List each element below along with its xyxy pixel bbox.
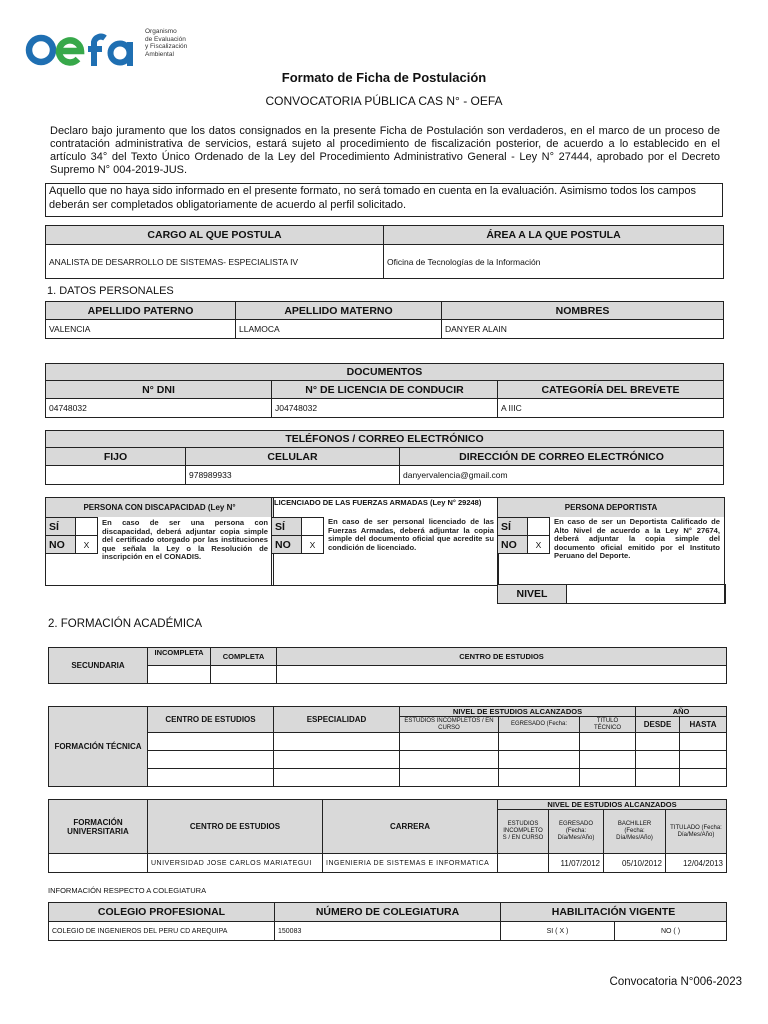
colegiatura-info: INFORMACIÓN RESPECTO A COLEGIATURA bbox=[48, 886, 207, 895]
technical-year-header: AÑO bbox=[636, 707, 727, 717]
personal-table bbox=[45, 301, 724, 339]
contact-title: TELÉFONOS / CORREO ELECTRÓNICO bbox=[46, 431, 724, 448]
disability-title: PERSONA CON DISCAPACIDAD (Ley N° bbox=[46, 498, 273, 517]
contact-table bbox=[45, 430, 724, 485]
secondary-table bbox=[48, 647, 727, 684]
armed-forces-no-label: NO bbox=[272, 536, 302, 554]
licencia-value[interactable]: J04748032 bbox=[272, 399, 498, 418]
documents-table bbox=[45, 363, 724, 418]
university-center-value[interactable]: UNIVERSIDAD JOSE CARLOS MARIATEGUI bbox=[148, 854, 323, 873]
armed-forces-title: LICENCIADO DE LAS FUERZAS ARMADAS (Ley N° 29248) bbox=[274, 498, 482, 507]
technical-specialty-header: ESPECIALIDAD bbox=[274, 707, 400, 733]
university-incomplete-value[interactable] bbox=[498, 854, 549, 873]
disability-si-mark[interactable] bbox=[76, 518, 98, 536]
numero-value[interactable]: 150083 bbox=[275, 922, 501, 941]
section-formacion-academica: 2. FORMACIÓN ACADÉMICA bbox=[48, 618, 202, 630]
technical-center-header: CENTRO DE ESTUDIOS bbox=[148, 707, 274, 733]
celular-header: CELULAR bbox=[186, 448, 400, 466]
colegio-value[interactable]: COLEGIO DE INGENIEROS DEL PERU CD AREQUIPA bbox=[49, 922, 275, 941]
brevete-header: CATEGORÍA DEL BREVETE bbox=[498, 381, 724, 399]
brevete-value[interactable]: A IIIC bbox=[498, 399, 724, 418]
athlete-no-label: NO bbox=[498, 536, 528, 554]
athlete-options bbox=[497, 517, 550, 554]
athlete-block bbox=[497, 497, 725, 604]
cargo-value[interactable]: ANALISTA DE DESARROLLO DE SISTEMAS- ESPECIALISTA IV bbox=[46, 245, 384, 279]
disability-options bbox=[45, 517, 98, 554]
athlete-level bbox=[497, 584, 726, 604]
armed-forces-options bbox=[271, 517, 324, 554]
technical-incomplete-header: ESTUDIOS INCOMPLETOS / EN CURSO bbox=[400, 717, 499, 733]
technical-table bbox=[48, 706, 727, 787]
materno-value[interactable]: LLAMOCA bbox=[236, 320, 442, 339]
disability-si-label: SÍ bbox=[46, 518, 76, 536]
celular-value[interactable]: 978989933 bbox=[186, 466, 400, 485]
technical-from-header: DESDE bbox=[636, 717, 680, 733]
area-header: ÁREA A LA QUE POSTULA bbox=[384, 226, 724, 245]
secondary-center-header: CENTRO DE ESTUDIOS bbox=[277, 648, 727, 666]
armed-forces-block bbox=[271, 497, 499, 586]
disability-block bbox=[45, 497, 274, 586]
cargo-header: CARGO AL QUE POSTULA bbox=[46, 226, 384, 245]
armed-forces-si-mark[interactable] bbox=[302, 518, 324, 536]
email-value[interactable]: danyervalencia@gmail.com bbox=[400, 466, 724, 485]
secondary-complete-value[interactable] bbox=[211, 666, 277, 684]
secondary-complete-header: COMPLETA bbox=[211, 648, 277, 666]
oefa-logo bbox=[24, 28, 194, 72]
armed-forces-si-label: SÍ bbox=[272, 518, 302, 536]
university-center-header: CENTRO DE ESTUDIOS bbox=[148, 800, 323, 854]
habilitacion-header: HABILITACIÓN VIGENTE bbox=[501, 903, 727, 922]
colegio-header: COLEGIO PROFESIONAL bbox=[49, 903, 275, 922]
armed-forces-no-mark[interactable]: X bbox=[302, 536, 324, 554]
technical-row bbox=[49, 751, 727, 769]
cargo-table bbox=[45, 225, 724, 279]
athlete-no-mark[interactable]: X bbox=[528, 536, 550, 554]
secondary-incomplete-value[interactable] bbox=[148, 666, 211, 684]
dni-header: N° DNI bbox=[46, 381, 272, 399]
athlete-level-label: NIVEL bbox=[498, 585, 567, 604]
university-graduated-value[interactable]: 11/07/2012 bbox=[549, 854, 604, 873]
oefa-org-name: Organismo de Evaluación y Fiscalización Ambiental bbox=[145, 28, 188, 58]
university-table bbox=[48, 799, 727, 873]
technical-title-header: TITULO TÉCNICO bbox=[580, 717, 636, 733]
disability-instructions: En caso de ser una persona con discapacidad, deberá adjuntar copia simple del certificado otorgado por las instituciones que señala la Ley o la Resolución de inscripción en el CONADIS. bbox=[102, 518, 268, 562]
secondary-incomplete-header: INCOMPLETA bbox=[148, 648, 211, 666]
technical-graduated-header: EGRESADO (Fecha: bbox=[499, 717, 580, 733]
athlete-level-value[interactable] bbox=[567, 585, 726, 604]
university-graduated-header: EGRESADO (Fecha: Día/Mes/Año) bbox=[549, 810, 604, 854]
university-career-header: CARRERA bbox=[323, 800, 498, 854]
university-label: FORMACIÓN UNIVERSITARIA bbox=[49, 800, 148, 854]
documents-title: DOCUMENTOS bbox=[46, 364, 724, 381]
university-career-value[interactable]: INGENIERIA DE SISTEMAS E INFORMATICA bbox=[323, 854, 498, 873]
disability-no-label: NO bbox=[46, 536, 76, 554]
email-header: DIRECCIÓN DE CORREO ELECTRÓNICO bbox=[400, 448, 724, 466]
university-incomplete-header: ESTUDIOS INCOMPLETO S / EN CURSO bbox=[498, 810, 549, 854]
secondary-center-value[interactable] bbox=[277, 666, 727, 684]
nombres-header: NOMBRES bbox=[442, 302, 724, 320]
technical-label: FORMACIÓN TÉCNICA bbox=[49, 707, 148, 787]
technical-row bbox=[49, 733, 727, 751]
disability-no-mark[interactable]: X bbox=[76, 536, 98, 554]
notice-box: Aquello que no haya sido informado en el presente formato, no será tomado en cuenta en la evaluación. Asimismo todos los campos deberán ser completados obligatoriamente de acuerdo al perfil solicitado. bbox=[45, 183, 723, 217]
oefa-logo-wordmark bbox=[24, 28, 134, 72]
paterno-header: APELLIDO PATERNO bbox=[46, 302, 236, 320]
university-level-header: NIVEL DE ESTUDIOS ALCANZADOS bbox=[498, 800, 727, 810]
university-row bbox=[49, 854, 727, 873]
declaration-text: Declaro bajo juramento que los datos consignados en la presente Ficha de Postulación son verdaderos, en el marco de un proceso de contratación administrativa de servicios, estará sujeto al procedimiento de fiscalización posterior, de acuerdo a lo establecido en el artículo 34° del Texto Único Ordenado de la Ley del Procedimiento Administrativo General - Ley N° 27444, aprobado por el Decreto Supremo N° 004-2019-JUS. bbox=[50, 125, 720, 176]
athlete-si-label: SÍ bbox=[498, 518, 528, 536]
dni-value[interactable]: 04748032 bbox=[46, 399, 272, 418]
athlete-si-mark[interactable] bbox=[528, 518, 550, 536]
footer-convocatoria: Convocatoria N°006-2023 bbox=[609, 976, 742, 988]
fijo-value[interactable] bbox=[46, 466, 186, 485]
habilitacion-si[interactable]: SI ( X ) bbox=[501, 922, 615, 941]
armed-forces-instructions: En caso de ser personal licenciado de las Fuerzas Armadas, deberá adjuntar la copia simple del documento oficial que acredite su condición de licenciado. bbox=[328, 517, 494, 552]
secondary-label: SECUNDARIA bbox=[49, 648, 148, 684]
university-titled-header: TITULADO (Fecha: Día/Mes/Año) bbox=[666, 810, 727, 854]
university-titled-value[interactable]: 12/04/2013 bbox=[666, 854, 727, 873]
section-datos-personales: 1. DATOS PERSONALES bbox=[47, 285, 174, 297]
fijo-header: FIJO bbox=[46, 448, 186, 466]
university-bachelor-header: BACHILLER (Fecha: Día/Mes/Año) bbox=[604, 810, 666, 854]
materno-header: APELLIDO MATERNO bbox=[236, 302, 442, 320]
technical-to-header: HASTA bbox=[680, 717, 727, 733]
colegiatura-table bbox=[48, 902, 727, 941]
licencia-header: N° DE LICENCIA DE CONDUCIR bbox=[272, 381, 498, 399]
habilitacion-no[interactable]: NO ( ) bbox=[615, 922, 727, 941]
page-subtitle: CONVOCATORIA PÚBLICA CAS N° - OEFA bbox=[265, 94, 503, 108]
area-value[interactable]: Oficina de Tecnologías de la Información bbox=[384, 245, 724, 279]
athlete-title: PERSONA DEPORTISTA bbox=[498, 498, 724, 517]
nombres-value[interactable]: DANYER ALAIN bbox=[442, 320, 724, 339]
page-title: Formato de Ficha de Postulación bbox=[281, 70, 487, 85]
athlete-instructions: En caso de ser un Deportista Calificado de Alto Nivel de acuerdo a la Ley N° 27674, deberá adjuntar la copia simple del documento oficial emitido por el Instituto Peruano del Deporte. bbox=[554, 517, 720, 561]
numero-header: NÚMERO DE COLEGIATURA bbox=[275, 903, 501, 922]
technical-level-header: NIVEL DE ESTUDIOS ALCANZADOS bbox=[400, 707, 636, 717]
university-bachelor-value[interactable]: 05/10/2012 bbox=[604, 854, 666, 873]
paterno-value[interactable]: VALENCIA bbox=[46, 320, 236, 339]
technical-row bbox=[49, 769, 727, 787]
